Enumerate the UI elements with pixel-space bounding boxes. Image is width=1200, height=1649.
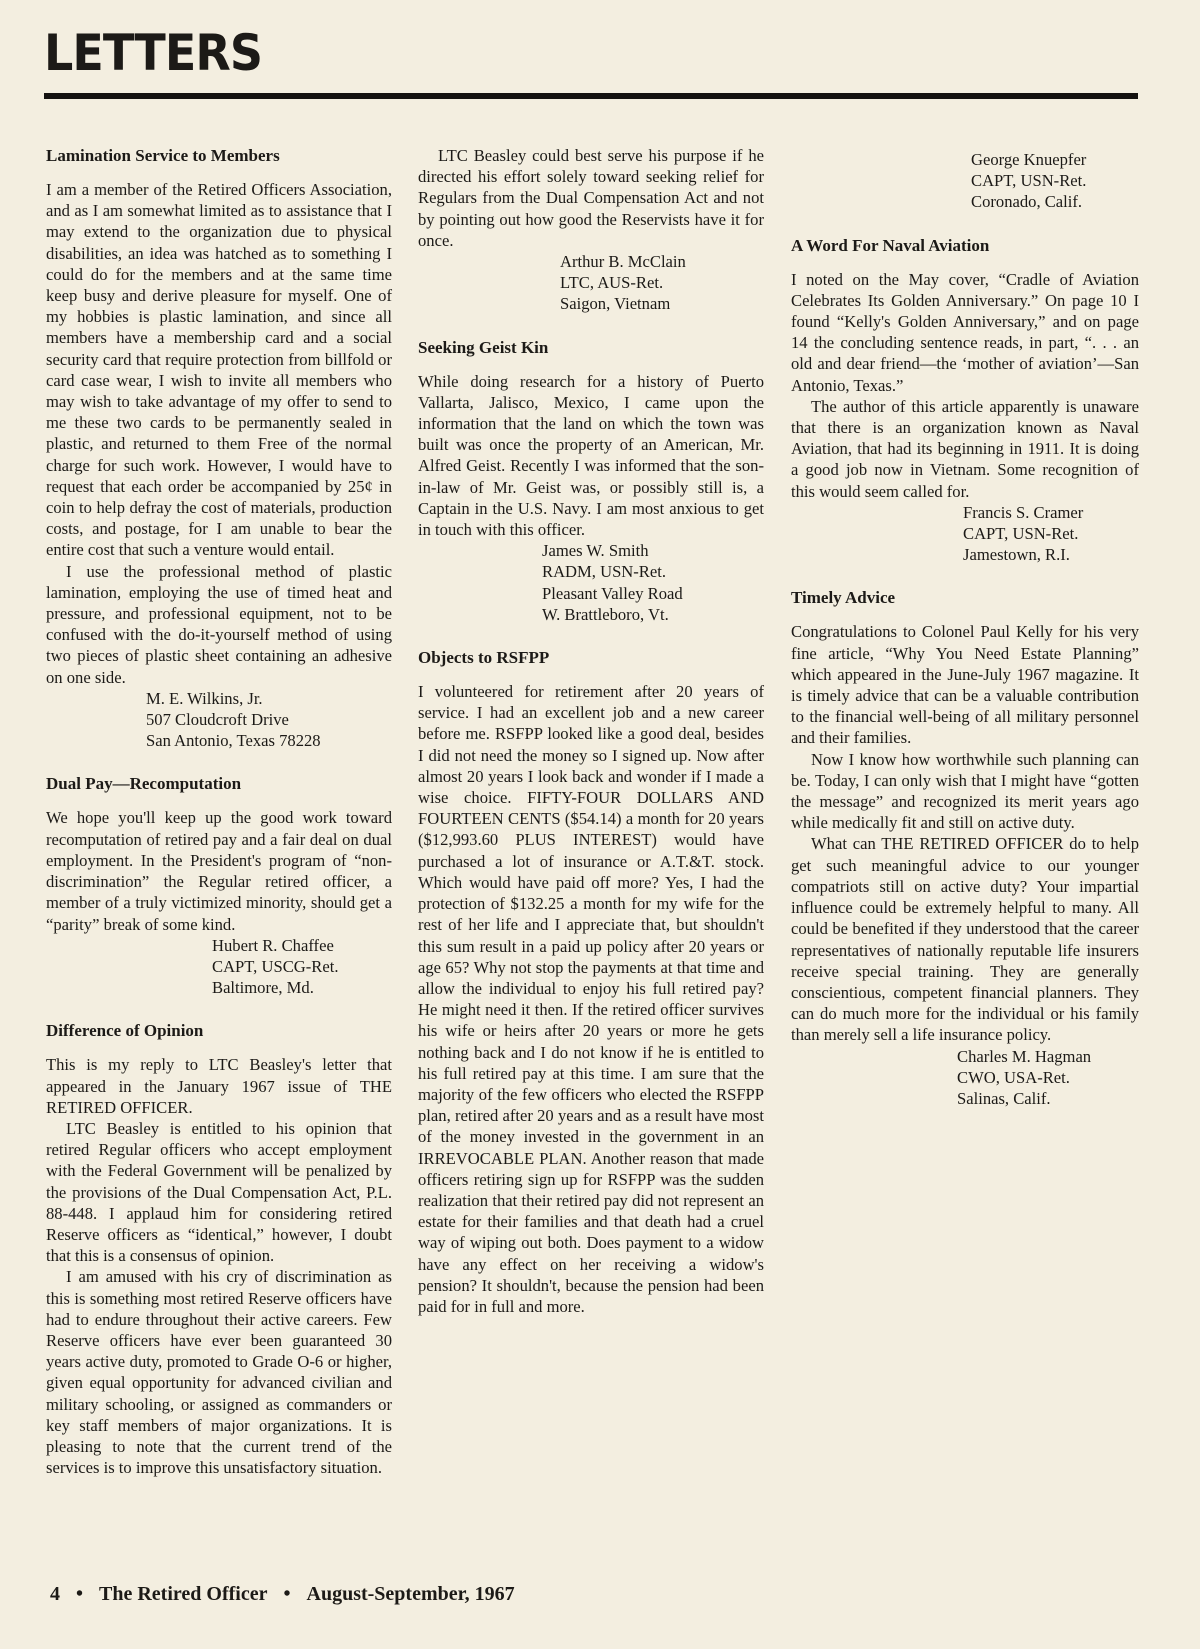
signature-rank: CWO, USA-Ret.	[957, 1067, 1070, 1087]
signature-rank: CAPT, USCG-Ret.	[212, 956, 339, 976]
signature-location: San Antonio, Texas 78228	[146, 731, 321, 751]
column-2	[418, 145, 764, 1317]
signature-rank: CAPT, USN-Ret.	[963, 524, 1079, 544]
letter-heading: Objects to RSFPP	[418, 648, 550, 668]
letter-signature	[791, 1046, 1139, 1110]
letter-paragraph: I noted on the May cover, “Cradle of Aviation Celebrates Its Golden Anniversary.” On page 10 I found “Kelly's Golden Anniversary,” and on page 14 the concluding sentence reads, in part, “. . . an old and dear friend—the ‘mother of aviation’—San Antonio, Texas.”	[791, 269, 1139, 395]
page-number: 4	[50, 1583, 60, 1605]
letter-heading: Seeking Geist Kin	[418, 337, 549, 357]
letter-paragraph: I use the professional method of plastic lamination, employing the use of timed heat and pressure, and professional equipment, not to be confused with the do-it-yourself method of using two pieces of plastic sheet containing an adhesive on one side.	[46, 561, 392, 687]
signature-rank: CAPT, USN-Ret.	[971, 171, 1087, 191]
letter-signature	[46, 935, 392, 999]
letter-heading: A Word For Naval Aviation	[791, 235, 990, 255]
letter-paragraph: Congratulations to Colonel Paul Kelly for his very fine article, “Why You Need Estate Planning” which appeared in the June-July 1967 magazine. It is timely advice that can be a valuable contribution to the financial well-being of all military personnel and their families.	[791, 622, 1139, 748]
letter-signature	[791, 502, 1139, 566]
letter-paragraph: This is my reply to LTC Beasley's letter that appeared in the January 1967 issue of THE RETIRED OFFICER.	[46, 1055, 392, 1117]
header-rule	[44, 93, 1138, 99]
letter-heading: Dual Pay—Recomputation	[46, 774, 242, 794]
publication-name: The Retired Officer	[99, 1583, 268, 1605]
letter-paragraph: LTC Beasley is entitled to his opinion that retired Regular officers who accept employment with the Federal Government will be penalized by the provisions of the Dual Compensation Act, P.L. 88-448. I applaud him for considering retired Reserve officers as “identical,” however, I doubt that this is a consensus of opinion.	[46, 1118, 392, 1266]
signature-location: Baltimore, Md.	[212, 978, 314, 998]
footer-separator: •	[283, 1583, 291, 1605]
letter-paragraph: We hope you'll keep up the good work toward recomputation of retired pay and a fair deal on dual employment. In the President's program of “non-discrimination” the Regular retired officer, a member of a truly victimized minority, should get a “parity” break of some kind.	[46, 808, 392, 934]
signature-rank: RADM, USN-Ret.	[542, 562, 666, 582]
letter-paragraph: Now I know how worthwhile such planning can be. Today, I can only wish that I might have “gotten the message” and recognized its merit years ago while medically fit and still on active duty.	[791, 749, 1139, 833]
letter-paragraph: I am amused with his cry of discrimination as this is something most retired Reserve officers have had to endure throughout their active careers. Few Reserve officers have ever been guaranteed 30 years active duty, promoted to Grade O-6 or higher, given equal opportunity for advanced civilian and military schooling, or assigned as commanders or key staff members of major organizations. It is pleasing to note that the current trend of the services is to improve this unsatisfactory situation.	[46, 1267, 392, 1478]
signature-location: Coronado, Calif.	[971, 192, 1083, 212]
letter-paragraph: While doing research for a history of Puerto Vallarta, Jalisco, Mexico, I came upon the information that the land on which the town was built was once the property of an American, Mr. Alfred Geist. Recently I was informed that the son-in-law of Mr. Geist was, or possibly still is, a Captain in the U.S. Navy. I am most anxious to get in touch with this officer.	[418, 371, 764, 540]
letter-paragraph: I am a member of the Retired Officers Association, and as I am somewhat limited as to assistance that I may extend to the organization due to physical disabilities, an idea was hatched as to something I could do for the members and at the same time keep busy and derive pleasure for myself. One of my hobbies is plastic lamination, and since all members have a membership card and a social security card that require protection from billfold or card case wear, I wish to invite all members who may wish to take advantage of my offer to send to me these two cards to be permanently sealed in plastic, and returned to them Free of the normal charge for such work. However, I would have to request that each order be accompanied by 25¢ in coin to help defray the cost of materials, production costs, and postage, for I am unable to bear the entire cost that such a venture would entail.	[46, 180, 392, 560]
letter-paragraph: What can THE RETIRED OFFICER do to help get such meaningful advice to our younger compatriots still on active duty? Your impartial influence could be extremely helpful to many. All could be benefited if they understood that the career representatives of nationally reputable life insurers receive special training. They are generally conscientious, competent financial planners. They can do much more for the individual or his family than merely sell a life insurance policy.	[791, 834, 1139, 1045]
section-title: LETTERS	[44, 24, 263, 82]
signature-name: Francis S. Cramer	[963, 502, 1084, 522]
page-footer	[50, 1583, 515, 1606]
letter-signature	[418, 540, 764, 625]
column-3	[791, 145, 1139, 1109]
signature-location: W. Brattleboro, Vt.	[542, 604, 669, 624]
letter-paragraph: The author of this article apparently is unaware that there is an organization known as Naval Aviation, that had its beginning in 1911. It is doing a good job now in Vietnam. Some recognition of this would seem called for.	[791, 396, 1139, 501]
signature-name: Hubert R. Chaffee	[212, 935, 334, 955]
letter-signature	[46, 688, 392, 752]
signature-location: Jamestown, R.I.	[963, 545, 1070, 565]
letter-signature	[791, 149, 1139, 213]
letter-heading: Lamination Service to Members	[46, 146, 280, 165]
signature-rank: LTC, AUS-Ret.	[560, 273, 664, 293]
signature-address: 507 Cloudcroft Drive	[146, 710, 289, 730]
letter-paragraph: LTC Beasley could best serve his purpose if he directed his effort solely toward seeking relief for Regulars from the Dual Compensation Act and not by pointing out how good the Reservists have it for once.	[418, 146, 764, 250]
letter-heading: Difference of Opinion	[46, 1021, 204, 1041]
signature-name: George Knuepfer	[971, 150, 1087, 169]
signature-location: Salinas, Calif.	[957, 1088, 1051, 1108]
issue-date: August-September, 1967	[306, 1583, 515, 1605]
letter-heading: Timely Advice	[791, 588, 896, 608]
footer-separator: •	[76, 1583, 84, 1605]
letter-signature	[418, 251, 764, 315]
signature-name: Charles M. Hagman	[957, 1046, 1092, 1066]
signature-name: M. E. Wilkins, Jr.	[146, 688, 263, 708]
signature-address: Pleasant Valley Road	[542, 583, 683, 603]
signature-name: James W. Smith	[542, 541, 649, 561]
signature-name: Arthur B. McClain	[560, 252, 686, 272]
signature-location: Saigon, Vietnam	[560, 294, 671, 314]
column-1	[46, 145, 392, 1478]
letter-paragraph: I volunteered for retirement after 20 years of service. I had an excellent job and a new career before me. RSFPP looked like a good deal, besides I did not need the money so I signed up. Now after almost 20 years I look back and wonder if I made a wise choice. FIFTY-FOUR DOLLARS AND FOURTEEN CENTS ($54.14) a month for 20 years ($12,993.60 PLUS INTEREST) would have purchased a lot of insurance or A.T.&T. stock. Which would have paid off more? Yes, I had the protection of $132.25 a month for my wife for the rest of her life and I appreciate that, but shouldn't this sum result in a paid up policy after 20 years or age 65? Why not stop the payments at that time and allow the individual to enjoy his full retired pay? He might need it then. If the retired officer survives his wife or heirs after 20 years or more he gets nothing back and I do not know if he is entitled to his full retired pay at this time. I am sure that the majority of the few officers who elected the RSFPP plan, retired after 20 years and as a result have most of the money invested in the government in an IRREVOCABLE PLAN. Another reason that made officers retiring sign up for RSFPP was the sudden realization that their retired pay did not represent an estate for their families and that death had a cruel way of wiping out both. Does payment to a widow have any effect on her receiving a widow's pension? It shouldn't, because the pension had been paid for in full and more.	[418, 682, 764, 1316]
